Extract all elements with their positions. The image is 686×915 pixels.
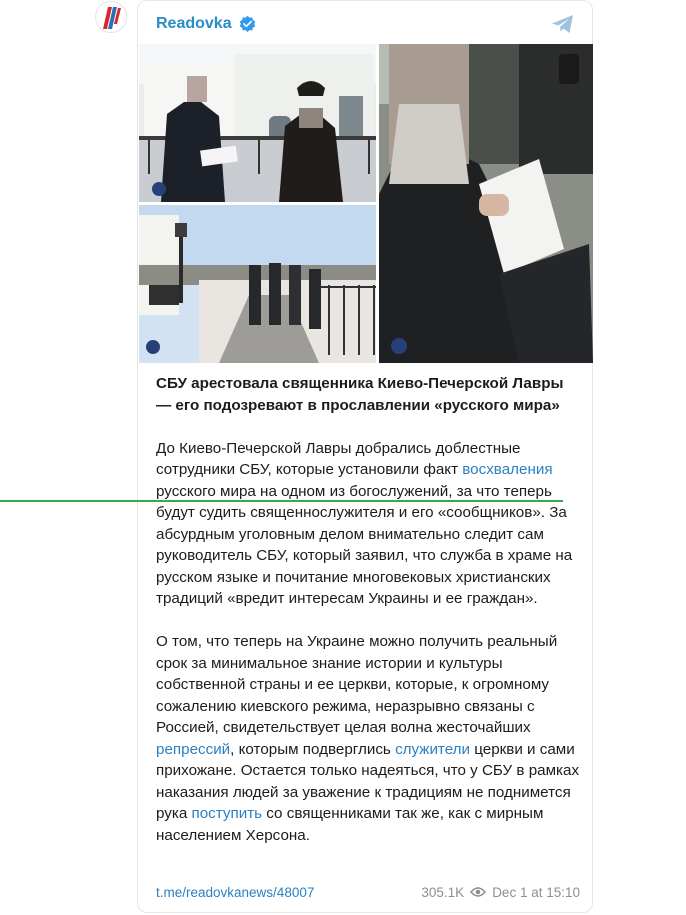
channel-name[interactable]: Readovka xyxy=(156,15,232,32)
post-photo-1[interactable] xyxy=(139,44,376,202)
post-text xyxy=(156,373,580,868)
overlay-marker-line xyxy=(0,500,563,502)
p1-text-before: До Киево-Печерской Лавры добрались доблестные сотрудники СБУ, которые установили факт xyxy=(156,439,521,478)
post-photo-3[interactable] xyxy=(139,205,376,363)
post-paragraph-2 xyxy=(156,631,580,846)
post-meta xyxy=(421,885,580,900)
p2-text-4: со священниками так же, как с мирным населением Херсона. xyxy=(156,805,544,844)
post-header xyxy=(156,12,257,36)
post-date: Dec 1 at 15:10 xyxy=(492,884,580,900)
link-act[interactable]: поступить xyxy=(191,805,263,822)
link-servants[interactable]: служители xyxy=(395,740,470,758)
hashtag-link-praise[interactable]: восхваления xyxy=(462,461,553,478)
post-title: СБУ арестовала священника Киево-Печерской Лавры — его подозревают в прославлении «русского мира» xyxy=(156,375,564,414)
post-card xyxy=(137,0,593,913)
verified-icon xyxy=(238,15,257,34)
link-repressions[interactable]: репрессий xyxy=(156,740,231,758)
p2-text-3: церкви и сами прихожане. Остается только надеяться, что у СБУ в рамках наказания людей за уважение к традициям не поднимется рука xyxy=(156,740,580,822)
post-permalink[interactable]: t.me/readovkanews/48007 xyxy=(156,884,315,900)
channel-avatar[interactable] xyxy=(95,1,127,33)
p1-text-after: русского мира на одном из богослужений, за что теперь будут судить священнослужителя и его «сообщников». За абсурдным уголовным делом внимательно следит сам руководитель СБУ, который заявил, что служба в храме на русском языке и почитание многовековых христианских традиций «вредит интересам Украины и ее граждан». xyxy=(156,482,573,607)
p2-text-1: О том, что теперь на Украине можно получить реальный срок за минимальное знание истории и культуры собственной страны и ее церкви, которые, к огромному сожалению киевского режима, неразрывно связаны с Россией, свидетельствует целая волна жесточайших xyxy=(156,633,558,736)
telegram-icon[interactable] xyxy=(550,11,576,37)
p2-text-2: , которым подверглись xyxy=(230,740,396,758)
eye-icon xyxy=(470,886,486,898)
post-photo-2[interactable] xyxy=(379,44,593,363)
post-paragraph-1 xyxy=(156,438,580,610)
post-footer xyxy=(156,881,580,903)
view-count: 305.1K xyxy=(421,884,465,900)
